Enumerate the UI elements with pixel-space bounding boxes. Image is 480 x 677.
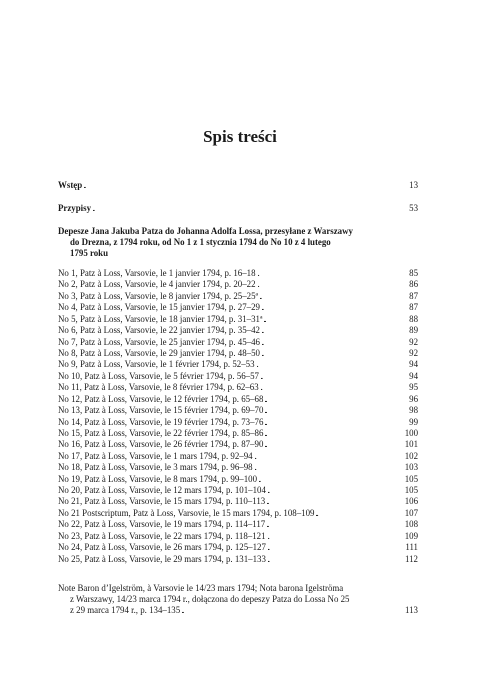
dot-leader	[260, 291, 390, 302]
toc-entry-label: No 17, Patz à Loss, Varsovie, le 1 mars 1794, p. 92–94	[58, 450, 253, 461]
dot-leader	[262, 337, 390, 348]
toc-entry-last-line	[58, 605, 418, 616]
toc-entry[interactable]	[58, 519, 418, 530]
dot-leader	[265, 439, 390, 450]
toc-page-number: 53	[409, 203, 418, 213]
toc-entry[interactable]	[58, 291, 418, 302]
toc-page-number: 102	[404, 450, 418, 461]
toc-entry[interactable]	[58, 417, 418, 428]
dot-leader	[268, 542, 390, 553]
toc-page-number: 112	[405, 553, 418, 564]
toc-page-number: 100	[404, 427, 418, 438]
toc-entry-label: No 8, Patz à Loss, Varsovie, le 29 janvier 1794, p. 48–50	[58, 347, 260, 358]
toc-entry[interactable]	[58, 325, 418, 336]
toc-entry-line: z 29 marca 1794 r., p. 134–135	[70, 605, 181, 615]
toc-page-number: 13	[409, 180, 418, 190]
toc-entry-label: No 21, Patz à Loss, Varsovie, le 15 mars 1794, p. 110–113	[58, 496, 266, 507]
section-heading-line: 1795 roku	[70, 248, 109, 258]
toc-entry[interactable]	[58, 496, 418, 507]
toc-page-number: 94	[409, 359, 418, 370]
toc-entry[interactable]	[58, 348, 418, 359]
toc-entry-label: No 23, Patz à Loss, Varsovie, le 22 mars 1794, p. 118–121	[58, 530, 266, 541]
dot-leader	[262, 302, 390, 313]
toc-entry[interactable]	[58, 531, 418, 542]
dot-leader	[258, 268, 390, 279]
toc-entry[interactable]	[58, 337, 418, 348]
toc-entry[interactable]	[58, 302, 418, 313]
toc-entry[interactable]	[58, 279, 418, 290]
toc-entry[interactable]	[58, 428, 418, 439]
dot-leader	[255, 451, 390, 462]
toc-entry-label: Wstęp	[58, 180, 83, 190]
dot-leader	[258, 279, 390, 290]
toc-page-number: 109	[404, 530, 418, 541]
toc-entry-label: No 11, Patz à Loss, Varsovie, le 8 février 1794, p. 62–63	[58, 382, 259, 393]
section-heading-line: Depesze Jana Jakuba Patza do Johanna Adolfa Lossa, przesyłane z Warszawy	[58, 226, 353, 236]
toc-page-number: 107	[404, 507, 418, 518]
toc-entry[interactable]	[58, 485, 418, 496]
toc-page-number: 87	[409, 302, 418, 313]
toc-entry[interactable]	[58, 405, 418, 416]
toc-entry-label: No 25, Patz à Loss, Varsovie, le 29 mars 1794, p. 131–133	[58, 553, 266, 564]
dot-leader	[84, 180, 390, 191]
toc-entry-label: No 15, Patz à Loss, Varsovie, le 22 février 1794, p. 85–86	[58, 427, 264, 438]
toc-entry-label: No 19, Patz à Loss, Varsovie, le 8 mars 1794, p. 99–100	[58, 473, 258, 484]
toc-entry[interactable]	[58, 439, 418, 450]
dot-leader	[261, 382, 390, 393]
toc-page-number: 85	[409, 268, 418, 278]
dot-leader	[265, 417, 390, 428]
toc-entry[interactable]	[58, 359, 418, 370]
dot-leader	[267, 496, 390, 507]
dot-leader	[265, 394, 390, 405]
toc-entry-label: No 9, Patz à Loss, Varsovie, le 1 février 1794, p. 52–53	[58, 359, 255, 370]
dot-leader	[268, 531, 390, 542]
toc-entry-label: No 1, Patz à Loss, Varsovie, le 1 janvier 1794, p. 16–18	[58, 268, 256, 278]
toc-page-number: 98	[409, 405, 418, 415]
toc-page-number: 101	[404, 439, 418, 450]
toc-page-number: 94	[409, 370, 418, 381]
toc-page-number: 86	[409, 279, 418, 290]
toc-entry-label: No 22, Patz à Loss, Varsovie, le 19 mars 1794, p. 114–117	[58, 519, 266, 530]
dot-leader	[267, 519, 390, 530]
toc-entry-label: No 10, Patz à Loss, Varsovie, le 5 février 1794, p. 56–57	[58, 370, 259, 381]
section-heading	[58, 226, 388, 259]
dot-leader	[93, 203, 390, 214]
toc-entry-label: No 12, Patz à Loss, Varsovie, le 12 février 1794, p. 65–68	[58, 393, 264, 404]
toc-page-number: 92	[409, 336, 418, 347]
toc-page-number: 103	[404, 462, 418, 473]
toc-page-number: 89	[409, 325, 418, 336]
dot-leader	[262, 325, 390, 336]
dot-leader	[261, 371, 390, 382]
dot-leader	[259, 474, 390, 485]
dot-leader	[257, 359, 390, 370]
toc-page-number: 88	[409, 313, 418, 324]
toc-entry-label: No 21 Postscriptum, Patz à Loss, Varsovie, le 15 mars 1794, p. 108–109	[58, 507, 315, 518]
toc-entry-label: No 2, Patz à Loss, Varsovie, le 4 janvier 1794, p. 20–22	[58, 279, 256, 290]
toc-entry-label: No 24, Patz à Loss, Varsovie, le 26 mars 1794, p. 125–127	[58, 542, 266, 553]
toc-entry[interactable]	[58, 451, 418, 462]
toc-entry-label: No 5, Patz à Loss, Varsovie, le 18 janvier 1794, p. 31–31ª	[58, 313, 263, 324]
dot-leader	[265, 405, 390, 416]
toc-entry-label: No 18, Patz à Loss, Varsovie, le 3 mars 1794, p. 96–98	[58, 462, 253, 473]
toc-page-number: 113	[405, 605, 418, 615]
toc-entry-line: Note Baron d’Igelström, à Varsovie le 14/23 mars 1794; Nota barona Igelströma	[58, 583, 344, 593]
toc-entry-label: No 16, Patz à Loss, Varsovie, le 26 février 1794, p. 87–90	[58, 439, 264, 450]
dot-leader	[268, 554, 390, 565]
toc-entry[interactable]	[58, 268, 418, 279]
dot-leader	[262, 348, 390, 359]
toc-entry-label: No 4, Patz à Loss, Varsovie, le 15 janvier 1794, p. 27–29	[58, 302, 260, 313]
dot-leader	[264, 314, 390, 325]
toc-entry[interactable]	[58, 542, 418, 553]
toc-page-number: 95	[409, 382, 418, 393]
toc-entry[interactable]	[58, 474, 418, 485]
toc-entry-line: z Warszawy, 14/23 marca 1794 r., dołączona do depeszy Patza do Lossa No 25	[70, 594, 350, 604]
dot-leader	[255, 462, 390, 473]
toc-page-number: 87	[409, 290, 418, 301]
toc-entry-label: No 7, Patz à Loss, Varsovie, le 25 janvier 1794, p. 45–46	[58, 336, 260, 347]
dot-leader	[182, 605, 390, 616]
section-heading-line: do Drezna, z 1794 roku, od No 1 z 1 stycznia 1794 do No 10 z 4 lutego	[70, 237, 331, 247]
toc-entry-label: No 20, Patz à Loss, Varsovie, le 12 mars 1794, p. 101–104	[58, 485, 266, 495]
toc-page-number: 105	[404, 473, 418, 484]
toc-entry[interactable]	[58, 314, 418, 325]
toc-entry-label: No 13, Patz à Loss, Varsovie, le 15 février 1794, p. 69–70	[58, 405, 264, 415]
toc-entry[interactable]	[58, 462, 418, 473]
toc-entry-note-igelstrom[interactable]	[58, 583, 418, 616]
toc-page-number: 105	[404, 485, 418, 495]
dot-leader	[268, 485, 390, 496]
toc-entry[interactable]	[58, 382, 418, 393]
dot-leader	[316, 508, 390, 519]
toc-page-number: 96	[409, 393, 418, 404]
toc-entry[interactable]	[58, 554, 418, 565]
toc-entry-label: No 3, Patz à Loss, Varsovie, le 8 janvier 1794, p. 25–25ª	[58, 290, 258, 301]
toc-page-number: 92	[409, 347, 418, 358]
toc-page-number: 111	[405, 542, 418, 553]
toc-entry[interactable]	[58, 508, 418, 519]
page-title: Spis treści	[203, 127, 277, 146]
toc-entry[interactable]	[58, 371, 418, 382]
toc-page-number: 106	[404, 496, 418, 507]
dot-leader	[265, 428, 390, 439]
toc-entry[interactable]	[58, 394, 418, 405]
toc-entry-label: Przypisy	[58, 203, 92, 213]
toc-page-number: 108	[404, 519, 418, 530]
toc-entry-wstep[interactable]	[58, 180, 418, 191]
toc-entry-label: No 6, Patz à Loss, Varsovie, le 22 janvier 1794, p. 35–42	[58, 325, 260, 336]
toc-page-number: 99	[409, 416, 418, 427]
toc-entry-przypisy[interactable]	[58, 203, 418, 214]
toc-entry-label: No 14, Patz à Loss, Varsovie, le 19 février 1794, p. 73–76	[58, 416, 264, 427]
